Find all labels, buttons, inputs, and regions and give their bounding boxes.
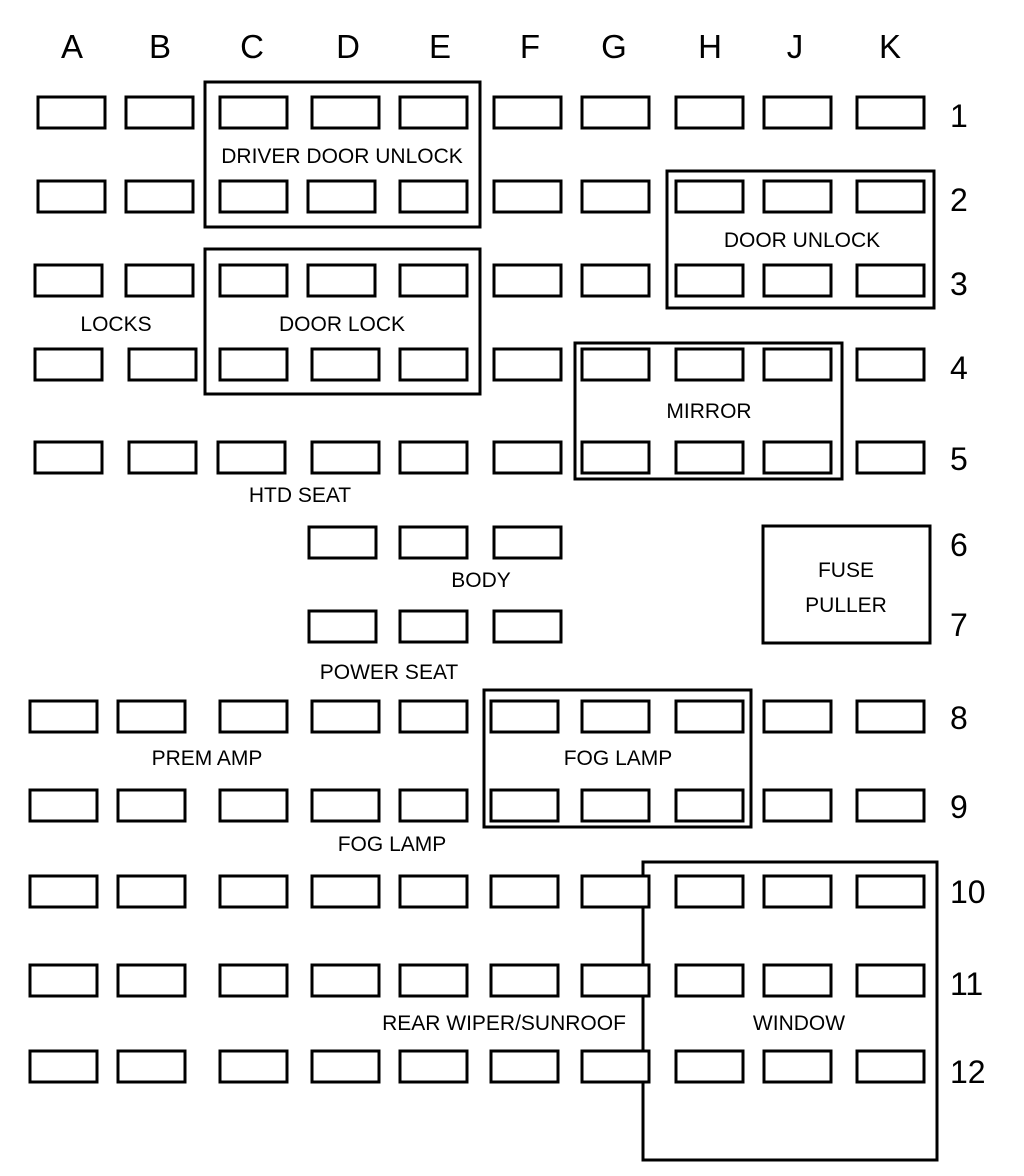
fuse-slot-r8-9	[764, 701, 831, 732]
fuse-slot-r1-7	[582, 97, 649, 128]
fuse-slot-r12-3	[220, 1051, 287, 1082]
fuse-slot-r4-4	[312, 349, 379, 380]
fuse-slot-r3-5	[400, 265, 467, 296]
fuse-slot-r11-4	[312, 965, 379, 996]
fuse-slot-r11-1	[30, 965, 97, 996]
row-header-4: 4	[950, 350, 968, 386]
row-header-12: 12	[950, 1054, 986, 1090]
fuse-slot-r7-3	[494, 611, 561, 642]
fuse-slot-r7-1	[309, 611, 376, 642]
fuse-puller-label-line2: PULLER	[805, 594, 887, 617]
fuse-slot-r10-5	[400, 876, 467, 907]
row-header-6: 6	[950, 527, 968, 563]
fuse-slot-r10-2	[118, 876, 185, 907]
fuse-slot-r4-6	[494, 349, 561, 380]
fuse-slot-r4-10	[857, 349, 924, 380]
prem-amp-label: PREM AMP	[151, 747, 263, 770]
row-header-7: 7	[950, 607, 968, 643]
fuse-slot-r11-2	[118, 965, 185, 996]
fuse-slot-r10-8	[676, 876, 743, 907]
column-header-c: C	[240, 28, 264, 65]
column-header-j: J	[786, 28, 804, 65]
fog-lamp-label: FOG LAMP	[337, 833, 447, 856]
fuse-slot-r3-6	[494, 265, 561, 296]
fuse-slot-r4-2	[129, 349, 196, 380]
fuse-slot-r3-3	[220, 265, 287, 296]
htd-seat-label: HTD SEAT	[248, 484, 352, 507]
fuse-slot-r4-8	[676, 349, 743, 380]
fuse-slot-r2-1	[38, 181, 105, 212]
fuse-slot-r4-9	[764, 349, 831, 380]
fuse-slot-r9-7	[582, 790, 649, 821]
fuse-slot-r12-4	[312, 1051, 379, 1082]
door-unlock-label: DOOR UNLOCK	[723, 229, 881, 252]
column-header-b: B	[148, 28, 172, 65]
fuse-slot-r2-9	[764, 181, 831, 212]
fuse-slot-r10-3	[220, 876, 287, 907]
fuse-slot-r1-6	[494, 97, 561, 128]
fuse-slot-r6-1	[309, 527, 376, 558]
fuse-slot-r5-10	[857, 442, 924, 473]
fuse-slot-r8-7	[582, 701, 649, 732]
rear-wiper-sunroof-label: REAR WIPER/SUNROOF	[382, 1012, 626, 1035]
fuse-slot-r3-2	[126, 265, 193, 296]
fuse-slot-r11-3	[220, 965, 287, 996]
fuse-slot-r8-4	[312, 701, 379, 732]
column-header-a: A	[60, 28, 84, 65]
fuse-slot-r2-4	[308, 181, 375, 212]
fuse-slot-r10-1	[30, 876, 97, 907]
locks-label: LOCKS	[80, 313, 152, 336]
fuse-slot-r10-10	[857, 876, 924, 907]
fuse-slot-r9-2	[118, 790, 185, 821]
fuse-slot-r8-3	[220, 701, 287, 732]
fuse-slot-r3-4	[308, 265, 375, 296]
row-header-8: 8	[950, 700, 968, 736]
fuse-slot-r4-5	[400, 349, 467, 380]
fuse-slot-r5-1	[35, 442, 102, 473]
fuse-slot-r11-5	[400, 965, 467, 996]
window-label: WINDOW	[752, 1012, 846, 1035]
fuse-slot-r10-7	[582, 876, 649, 907]
column-header-g: G	[601, 28, 627, 65]
fuse-slot-r7-2	[400, 611, 467, 642]
column-header-d: D	[336, 28, 360, 65]
fuse-slot-r5-7	[582, 442, 649, 473]
fuse-slot-r1-1	[38, 97, 105, 128]
fuse-slot-r11-8	[676, 965, 743, 996]
fuse-slot-r9-10	[857, 790, 924, 821]
row-header-2: 2	[950, 182, 968, 218]
fuse-slot-r1-3	[220, 97, 287, 128]
fuse-slot-r11-7	[582, 965, 649, 996]
fuse-slot-r11-9	[764, 965, 831, 996]
fuse-slot-r6-3	[494, 527, 561, 558]
fuse-slot-r8-10	[857, 701, 924, 732]
fuse-slot-r11-10	[857, 965, 924, 996]
fuse-slot-r9-4	[312, 790, 379, 821]
fuse-slot-r4-7	[582, 349, 649, 380]
driver-door-unlock-label: DRIVER DOOR UNLOCK	[221, 145, 463, 168]
fuse-slot-r4-1	[35, 349, 102, 380]
fuse-slot-r2-8	[676, 181, 743, 212]
fuse-slot-r2-10	[857, 181, 924, 212]
fuse-slot-r12-6	[491, 1051, 558, 1082]
column-header-f: F	[519, 28, 541, 65]
fuse-slot-r5-8	[676, 442, 743, 473]
power-seat-label: POWER SEAT	[319, 661, 459, 684]
fuse-slot-r1-8	[676, 97, 743, 128]
fuse-slot-r1-9	[764, 97, 831, 128]
fuse-slot-r10-9	[764, 876, 831, 907]
mirror-label: MIRROR	[666, 400, 752, 423]
fuse-slot-r4-3	[220, 349, 287, 380]
column-header-e: E	[428, 28, 452, 65]
body-label: BODY	[451, 569, 511, 592]
fuse-slot-r1-10	[857, 97, 924, 128]
row-header-11: 11	[950, 966, 984, 1002]
fog-lamp-box-label: FOG LAMP	[563, 747, 673, 770]
fuse-slot-r11-6	[491, 965, 558, 996]
fuse-slot-r2-5	[400, 181, 467, 212]
fuse-slot-r5-4	[312, 442, 379, 473]
row-header-1: 1	[950, 98, 968, 134]
fuse-slot-r3-1	[35, 265, 102, 296]
fuse-slot-r2-7	[582, 181, 649, 212]
fuse-slot-r1-2	[126, 97, 193, 128]
row-header-10: 10	[950, 874, 986, 910]
fuse-slot-r12-9	[764, 1051, 831, 1082]
fuse-slot-r2-2	[126, 181, 193, 212]
fuse-slot-r12-8	[676, 1051, 743, 1082]
fuse-slot-r12-7	[582, 1051, 649, 1082]
fuse-slot-r1-4	[312, 97, 379, 128]
fuse-slot-r12-2	[118, 1051, 185, 1082]
fuse-slot-r10-4	[312, 876, 379, 907]
fuse-slot-r12-1	[30, 1051, 97, 1082]
fuse-slot-r5-2	[129, 442, 196, 473]
column-header-k: K	[878, 28, 902, 65]
fuse-puller-label-line1: FUSE	[817, 559, 875, 582]
fuse-slot-r5-6	[494, 442, 561, 473]
column-header-h: H	[698, 28, 722, 65]
fuse-slot-r9-3	[220, 790, 287, 821]
fuse-slot-r1-5	[400, 97, 467, 128]
fuse-slot-r12-10	[857, 1051, 924, 1082]
fuse-slot-r3-7	[582, 265, 649, 296]
fuse-slot-r5-5	[400, 442, 467, 473]
fuse-slot-r9-1	[30, 790, 97, 821]
row-header-3: 3	[950, 266, 968, 302]
fuse-slot-r5-3	[218, 442, 285, 473]
fuse-slot-r3-8	[676, 265, 743, 296]
row-header-9: 9	[950, 789, 968, 825]
fuse-slot-r8-8	[676, 701, 743, 732]
fuse-slot-r12-5	[400, 1051, 467, 1082]
fuse-slot-r6-2	[400, 527, 467, 558]
fuse-slot-r2-6	[494, 181, 561, 212]
fuse-slot-r3-10	[857, 265, 924, 296]
fuse-slot-r8-1	[30, 701, 97, 732]
fuse-slot-r9-9	[764, 790, 831, 821]
fuse-slot-r2-3	[220, 181, 287, 212]
fuse-slot-r9-6	[491, 790, 558, 821]
fuse-slot-r8-2	[118, 701, 185, 732]
door-lock-label: DOOR LOCK	[278, 313, 406, 336]
row-header-5: 5	[950, 441, 968, 477]
fuse-slot-r5-9	[764, 442, 831, 473]
fuse-slot-r8-6	[491, 701, 558, 732]
fuse-puller-box	[763, 526, 930, 643]
fuse-slot-r10-6	[491, 876, 558, 907]
fuse-slot-r9-5	[400, 790, 467, 821]
fuse-slot-r9-8	[676, 790, 743, 821]
fuse-slot-r3-9	[764, 265, 831, 296]
fuse-slot-r8-5	[400, 701, 467, 732]
